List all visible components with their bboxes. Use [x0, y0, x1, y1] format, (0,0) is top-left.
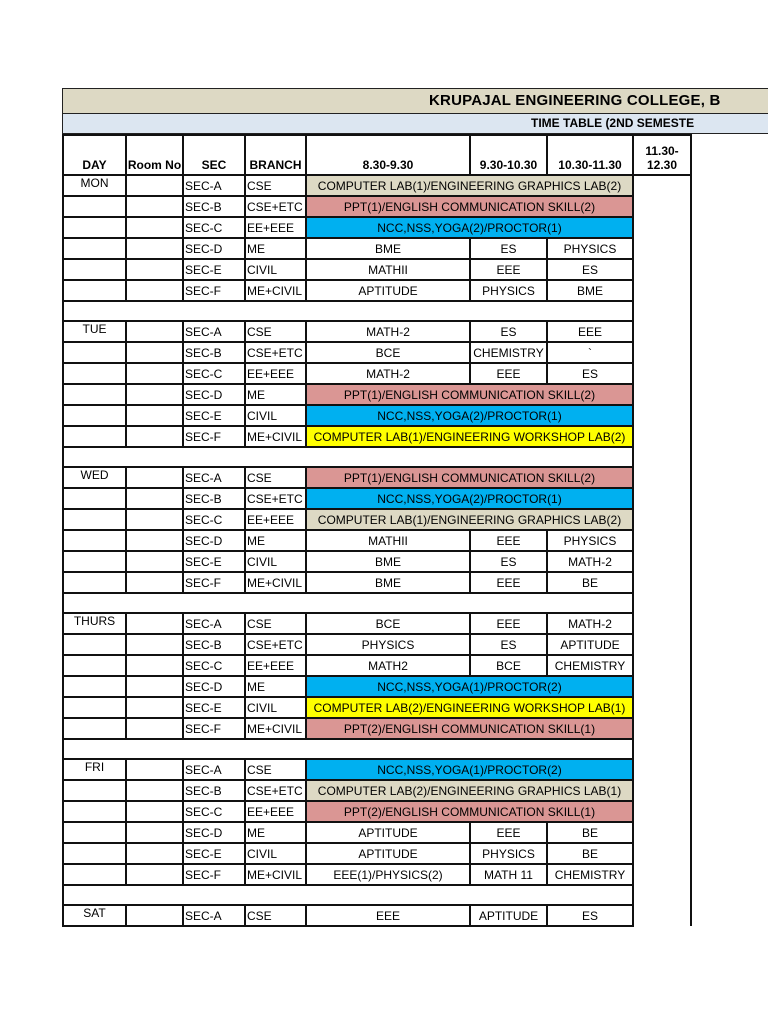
- spacer-row: [63, 739, 691, 759]
- period-cell: ES: [470, 551, 547, 572]
- merged-period-cell: NCC,NSS,YOGA(1)/PROCTOR(2): [306, 759, 633, 780]
- branch-cell: CIVIL: [245, 551, 306, 572]
- day-cell: [63, 801, 126, 822]
- branch-cell: CSE: [245, 321, 306, 342]
- table-row: [63, 655, 691, 676]
- merged-period-cell: NCC,NSS,YOGA(2)/PROCTOR(1): [306, 405, 633, 426]
- day-cell: [63, 384, 126, 405]
- period-cell: APTITUDE: [547, 634, 633, 655]
- branch-cell: EE+EEE: [245, 363, 306, 384]
- branch-cell: CIVIL: [245, 843, 306, 864]
- period-cell: BE: [547, 822, 633, 843]
- period-cell: EEE: [470, 822, 547, 843]
- merged-period-cell: NCC,NSS,YOGA(2)/PROCTOR(1): [306, 488, 633, 509]
- period-cell: ES: [470, 321, 547, 342]
- sec-cell: SEC-D: [183, 530, 245, 551]
- sec-cell: SEC-F: [183, 864, 245, 885]
- merged-period-cell: PPT(1)/ENGLISH COMMUNICATION SKILL(2): [306, 467, 633, 488]
- period-cell: CHEMISTRY: [547, 655, 633, 676]
- table-row: [63, 363, 691, 384]
- branch-cell: EE+EEE: [245, 509, 306, 530]
- table-row: [63, 488, 691, 509]
- spacer-cell: [63, 885, 633, 905]
- table-row: [63, 697, 691, 718]
- day-cell: THURS: [63, 613, 126, 634]
- sec-cell: SEC-A: [183, 759, 245, 780]
- day-cell: [63, 280, 126, 301]
- day-cell: [63, 405, 126, 426]
- day-cell: [63, 426, 126, 447]
- table-row: [63, 196, 691, 217]
- sec-cell: SEC-C: [183, 655, 245, 676]
- branch-cell: CIVIL: [245, 697, 306, 718]
- spacer-row: [63, 301, 691, 321]
- branch-cell: CSE+ETC: [245, 634, 306, 655]
- day-cell: [63, 551, 126, 572]
- branch-cell: EE+EEE: [245, 655, 306, 676]
- period-cell: PHYSICS: [547, 238, 633, 259]
- period-cell: BME: [306, 551, 470, 572]
- period-cell: APTITUDE: [306, 843, 470, 864]
- period-cell: MATHII: [306, 259, 470, 280]
- day-cell: SAT: [63, 905, 126, 926]
- spacer-row: [63, 593, 691, 613]
- header-row: [63, 135, 691, 175]
- sec-cell: SEC-A: [183, 175, 245, 196]
- merged-period-cell: NCC,NSS,YOGA(2)/PROCTOR(1): [306, 217, 633, 238]
- sec-cell: SEC-A: [183, 613, 245, 634]
- table-row: [63, 238, 691, 259]
- period-cell: MATH-2: [306, 363, 470, 384]
- room-cell: [126, 175, 183, 196]
- room-cell: [126, 613, 183, 634]
- table-row: [63, 801, 691, 822]
- sec-cell: SEC-A: [183, 321, 245, 342]
- branch-cell: CSE: [245, 613, 306, 634]
- room-cell: [126, 801, 183, 822]
- period-cell: APTITUDE: [306, 822, 470, 843]
- table-row: [63, 467, 691, 488]
- room-cell: [126, 759, 183, 780]
- period-cell: BME: [547, 280, 633, 301]
- table-row: [63, 530, 691, 551]
- room-cell: [126, 905, 183, 926]
- room-cell: [126, 363, 183, 384]
- day-cell: [63, 342, 126, 363]
- sec-cell: SEC-E: [183, 405, 245, 426]
- branch-cell: CSE: [245, 175, 306, 196]
- period-cell: BCE: [470, 655, 547, 676]
- day-cell: [63, 259, 126, 280]
- period-cell: CHEMISTRY: [470, 342, 547, 363]
- room-cell: [126, 530, 183, 551]
- merged-period-cell: COMPUTER LAB(1)/ENGINEERING WORKSHOP LAB(2): [306, 426, 633, 447]
- room-cell: [126, 196, 183, 217]
- branch-cell: ME: [245, 384, 306, 405]
- table-row: [63, 822, 691, 843]
- column-header: 9.30-10.30: [470, 135, 547, 175]
- table-row: [63, 217, 691, 238]
- room-cell: [126, 509, 183, 530]
- column-header: SEC: [183, 135, 245, 175]
- day-cell: [63, 509, 126, 530]
- room-cell: [126, 259, 183, 280]
- sec-cell: SEC-B: [183, 634, 245, 655]
- branch-cell: CIVIL: [245, 259, 306, 280]
- period-cell: EEE: [306, 905, 470, 926]
- branch-cell: ME+CIVIL: [245, 280, 306, 301]
- room-cell: [126, 780, 183, 801]
- branch-cell: ME: [245, 676, 306, 697]
- table-row: [63, 342, 691, 363]
- day-cell: [63, 697, 126, 718]
- room-cell: [126, 488, 183, 509]
- column-header: 8.30-9.30: [306, 135, 470, 175]
- day-cell: FRI: [63, 759, 126, 780]
- table-row: [63, 905, 691, 926]
- sec-cell: SEC-F: [183, 572, 245, 593]
- day-cell: [63, 572, 126, 593]
- spacer-row: [63, 885, 691, 905]
- period-cell: EEE: [547, 321, 633, 342]
- room-cell: [126, 426, 183, 447]
- sec-cell: SEC-F: [183, 426, 245, 447]
- branch-cell: CSE: [245, 467, 306, 488]
- day-cell: [63, 655, 126, 676]
- period-cell: EEE: [470, 363, 547, 384]
- merged-period-cell: COMPUTER LAB(1)/ENGINEERING GRAPHICS LAB(2): [306, 175, 633, 196]
- room-cell: [126, 280, 183, 301]
- period-cell: ES: [547, 905, 633, 926]
- day-cell: MON: [63, 175, 126, 196]
- period-cell: EEE: [470, 259, 547, 280]
- period-cell: EEE(1)/PHYSICS(2): [306, 864, 470, 885]
- period-cell: PHYSICS: [306, 634, 470, 655]
- sec-cell: SEC-B: [183, 780, 245, 801]
- spacer-cell: [63, 739, 633, 759]
- sec-cell: SEC-F: [183, 280, 245, 301]
- period-cell: ES: [547, 363, 633, 384]
- table-row: [63, 718, 691, 739]
- period-cell: APTITUDE: [470, 905, 547, 926]
- day-cell: [63, 864, 126, 885]
- sec-cell: SEC-A: [183, 905, 245, 926]
- room-cell: [126, 676, 183, 697]
- branch-cell: EE+EEE: [245, 801, 306, 822]
- table-row: [63, 864, 691, 885]
- table-row: [63, 321, 691, 342]
- table-row: [63, 759, 691, 780]
- merged-period-cell: PPT(1)/ENGLISH COMMUNICATION SKILL(2): [306, 196, 633, 217]
- sec-cell: SEC-B: [183, 196, 245, 217]
- room-cell: [126, 238, 183, 259]
- period-cell: ES: [470, 634, 547, 655]
- sec-cell: SEC-D: [183, 676, 245, 697]
- period-cell: EEE: [470, 572, 547, 593]
- room-cell: [126, 551, 183, 572]
- merged-period-cell: PPT(1)/ENGLISH COMMUNICATION SKILL(2): [306, 384, 633, 405]
- day-cell: [63, 780, 126, 801]
- sec-cell: SEC-E: [183, 697, 245, 718]
- period-cell: MATH-2: [547, 613, 633, 634]
- branch-cell: ME: [245, 238, 306, 259]
- branch-cell: ME: [245, 530, 306, 551]
- day-cell: [63, 488, 126, 509]
- sec-cell: SEC-C: [183, 801, 245, 822]
- column-header: BRANCH: [245, 135, 306, 175]
- period-cell: EEE: [470, 530, 547, 551]
- day-cell: [63, 843, 126, 864]
- column-header: Room No: [126, 135, 183, 175]
- period-cell: MATHII: [306, 530, 470, 551]
- period-cell-1130: [633, 175, 691, 926]
- table-row: [63, 676, 691, 697]
- period-cell: BME: [306, 572, 470, 593]
- room-cell: [126, 822, 183, 843]
- sec-cell: SEC-D: [183, 822, 245, 843]
- branch-cell: CSE+ETC: [245, 196, 306, 217]
- room-cell: [126, 342, 183, 363]
- spacer-cell: [63, 301, 633, 321]
- merged-period-cell: COMPUTER LAB(1)/ENGINEERING GRAPHICS LAB(2): [306, 509, 633, 530]
- period-cell: ES: [547, 259, 633, 280]
- day-cell: [63, 718, 126, 739]
- sec-cell: SEC-F: [183, 718, 245, 739]
- branch-cell: CSE+ETC: [245, 342, 306, 363]
- branch-cell: ME+CIVIL: [245, 572, 306, 593]
- room-cell: [126, 384, 183, 405]
- table-row: [63, 280, 691, 301]
- table-row: [63, 780, 691, 801]
- sec-cell: SEC-E: [183, 259, 245, 280]
- branch-cell: CIVIL: [245, 405, 306, 426]
- day-cell: TUE: [63, 321, 126, 342]
- branch-cell: CSE+ETC: [245, 488, 306, 509]
- table-row: [63, 572, 691, 593]
- period-cell: BCE: [306, 613, 470, 634]
- day-cell: [63, 634, 126, 655]
- spacer-cell: [63, 593, 633, 613]
- day-cell: [63, 196, 126, 217]
- branch-cell: ME+CIVIL: [245, 864, 306, 885]
- room-cell: [126, 217, 183, 238]
- branch-cell: EE+EEE: [245, 217, 306, 238]
- period-cell: MATH2: [306, 655, 470, 676]
- branch-cell: ME: [245, 822, 306, 843]
- period-cell: PHYSICS: [470, 280, 547, 301]
- branch-cell: CSE+ETC: [245, 780, 306, 801]
- room-cell: [126, 697, 183, 718]
- day-cell: [63, 363, 126, 384]
- period-cell: BE: [547, 572, 633, 593]
- table-row: [63, 634, 691, 655]
- table-row: [63, 426, 691, 447]
- merged-period-cell: PPT(2)/ENGLISH COMMUNICATION SKILL(1): [306, 801, 633, 822]
- sec-cell: SEC-A: [183, 467, 245, 488]
- table-row: [63, 259, 691, 280]
- branch-cell: CSE: [245, 905, 306, 926]
- period-cell: MATH 11: [470, 864, 547, 885]
- period-cell: `: [547, 342, 633, 363]
- period-cell: BCE: [306, 342, 470, 363]
- timetable: [62, 134, 692, 927]
- spacer-cell: [63, 447, 633, 467]
- sec-cell: SEC-E: [183, 551, 245, 572]
- column-header: 10.30-11.30: [547, 135, 633, 175]
- table-row: [63, 613, 691, 634]
- period-cell: ES: [470, 238, 547, 259]
- sec-cell: SEC-D: [183, 384, 245, 405]
- table-row: [63, 551, 691, 572]
- period-cell: MATH-2: [547, 551, 633, 572]
- table-row: [63, 175, 691, 196]
- sec-cell: SEC-B: [183, 342, 245, 363]
- day-cell: [63, 238, 126, 259]
- college-title-row: [62, 88, 768, 114]
- room-cell: [126, 634, 183, 655]
- column-header: DAY: [63, 135, 126, 175]
- sec-cell: SEC-B: [183, 488, 245, 509]
- sec-cell: SEC-E: [183, 843, 245, 864]
- period-cell: CHEMISTRY: [547, 864, 633, 885]
- sec-cell: SEC-C: [183, 509, 245, 530]
- timetable-subtitle: TIME TABLE (2ND SEMESTE: [531, 116, 695, 130]
- room-cell: [126, 843, 183, 864]
- room-cell: [126, 321, 183, 342]
- period-cell: MATH-2: [306, 321, 470, 342]
- sec-cell: SEC-C: [183, 217, 245, 238]
- room-cell: [126, 572, 183, 593]
- day-cell: WED: [63, 467, 126, 488]
- branch-cell: ME+CIVIL: [245, 426, 306, 447]
- spacer-row: [63, 447, 691, 467]
- period-cell: PHYSICS: [547, 530, 633, 551]
- sec-cell: SEC-C: [183, 363, 245, 384]
- day-cell: [63, 530, 126, 551]
- timetable-subtitle-row: [62, 114, 768, 134]
- table-row: [63, 405, 691, 426]
- period-cell: PHYSICS: [470, 843, 547, 864]
- merged-period-cell: COMPUTER LAB(2)/ENGINEERING WORKSHOP LAB(1): [306, 697, 633, 718]
- period-cell: EEE: [470, 613, 547, 634]
- room-cell: [126, 467, 183, 488]
- table-row: [63, 384, 691, 405]
- merged-period-cell: COMPUTER LAB(2)/ENGINEERING GRAPHICS LAB(1): [306, 780, 633, 801]
- period-cell: APTITUDE: [306, 280, 470, 301]
- period-cell: BME: [306, 238, 470, 259]
- room-cell: [126, 655, 183, 676]
- college-title: KRUPAJAL ENGINEERING COLLEGE, B: [429, 92, 721, 109]
- table-row: [63, 509, 691, 530]
- room-cell: [126, 864, 183, 885]
- merged-period-cell: PPT(2)/ENGLISH COMMUNICATION SKILL(1): [306, 718, 633, 739]
- period-cell: BE: [547, 843, 633, 864]
- table-row: [63, 843, 691, 864]
- merged-period-cell: NCC,NSS,YOGA(1)/PROCTOR(2): [306, 676, 633, 697]
- room-cell: [126, 718, 183, 739]
- day-cell: [63, 822, 126, 843]
- branch-cell: CSE: [245, 759, 306, 780]
- column-header: 11.30- 12.30: [633, 135, 691, 175]
- room-cell: [126, 405, 183, 426]
- day-cell: [63, 676, 126, 697]
- sec-cell: SEC-D: [183, 238, 245, 259]
- branch-cell: ME+CIVIL: [245, 718, 306, 739]
- day-cell: [63, 217, 126, 238]
